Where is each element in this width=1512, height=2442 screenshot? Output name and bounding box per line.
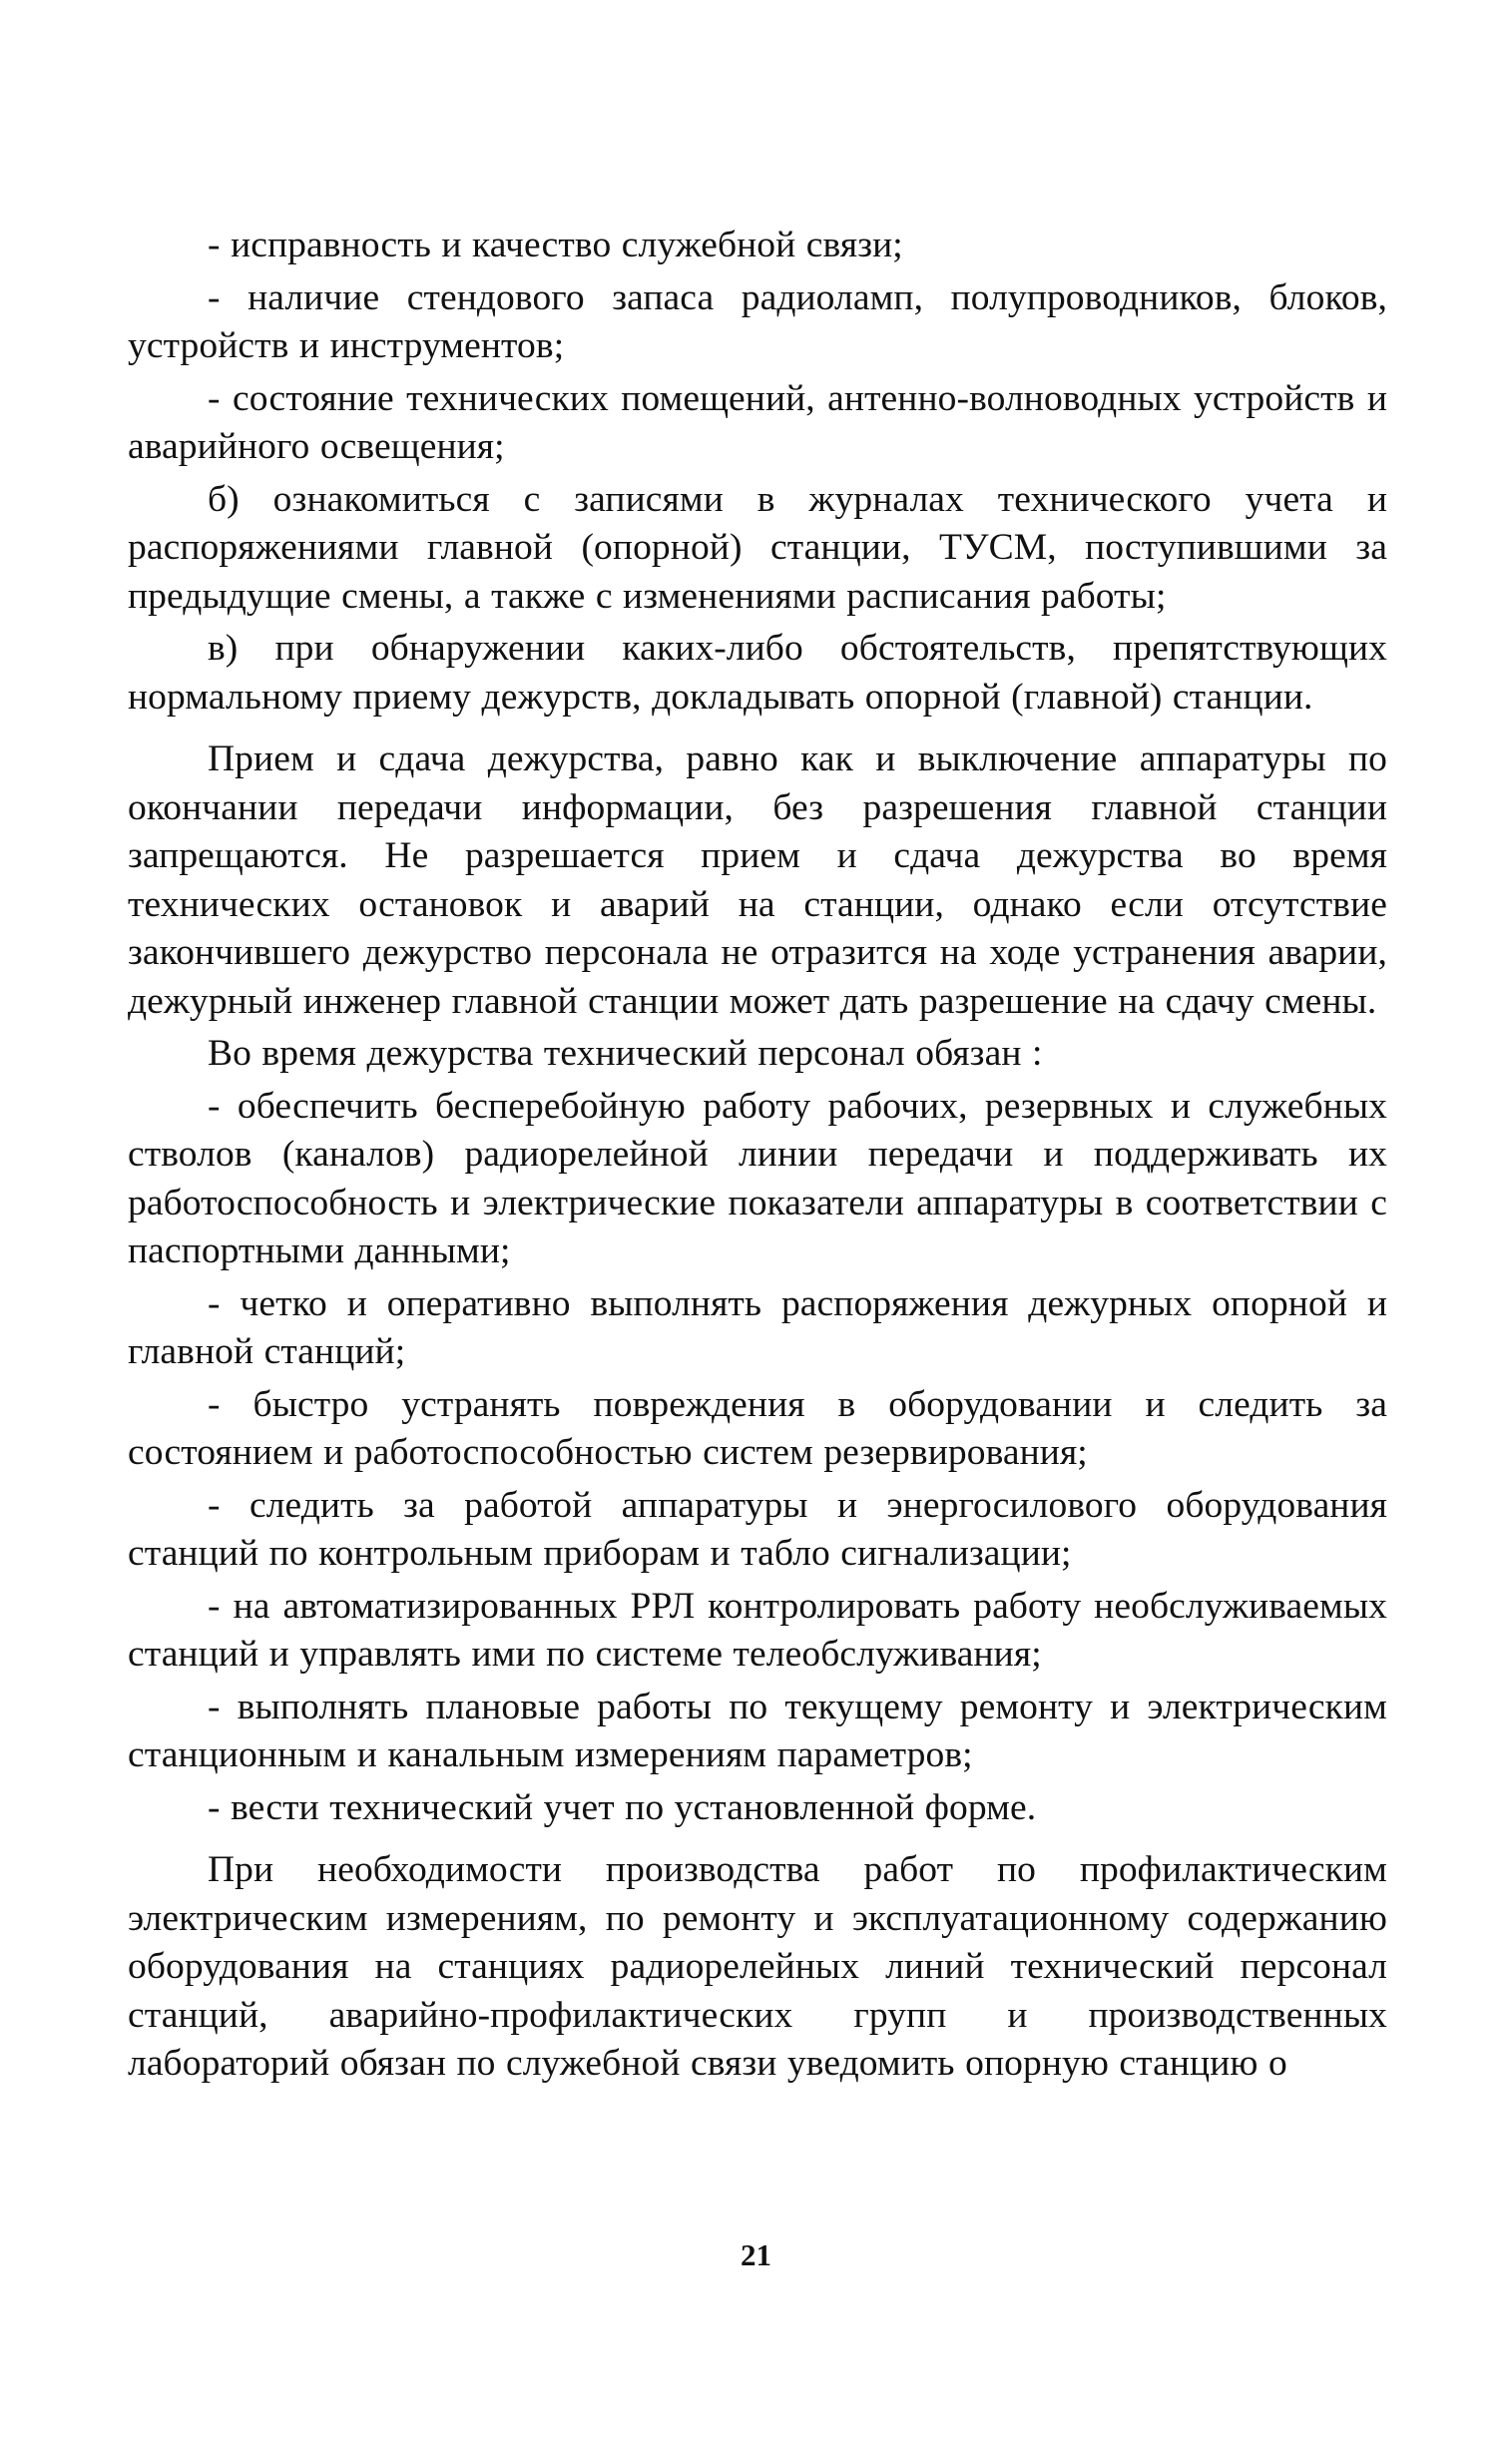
page-number: 21: [741, 2237, 771, 2272]
paragraph-premises-condition: - состояние технических помещений, антенно-волноводных устройств и аварийного освещения;: [128, 377, 1387, 467]
paragraph-item-v: в) при обнаружении каких-либо обстоятельств, препятствующих нормальному приему дежурств, докладывать опорной (главной) станции.: [128, 628, 1387, 718]
paragraph-duty-uninterrupted-work: - обеспечить бесперебойную работу рабочих, резервных и служебных стволов (каналов) радиорелейной линии передачи и поддерживать их работоспособность и электрические показатели аппаратуры в соответствии с паспортными данными;: [128, 1085, 1387, 1271]
paragraph-duty-technical-records: - вести технический учет по установленной форме.: [208, 1786, 1037, 1828]
paragraph-duty-execute-orders: - четко и оперативно выполнять распоряжения дежурных опорной и главной станций;: [128, 1282, 1387, 1372]
paragraph-spare-stock: - наличие стендового запаса радиоламп, полупроводников, блоков, устройств и инструментов;: [128, 276, 1387, 366]
paragraph-duty-automated-rrl: - на автоматизированных РРЛ контролировать работу необслуживаемых станций и управлять ими по системе телеобслуживания;: [128, 1585, 1387, 1675]
paragraph-duties-intro: Во время дежурства технический персонал обязан :: [208, 1033, 1043, 1074]
paragraph-duty-fix-damage: - быстро устранять повреждения в оборудовании и следить за состоянием и работоспособностью систем резервирования;: [128, 1383, 1387, 1473]
body-text: [128, 222, 1387, 2093]
paragraph-duty-planned-works: - выполнять плановые работы по текущему ремонту и электрическим станционным и канальным измерениям параметров;: [128, 1686, 1387, 1775]
paragraph-duty-monitor-equipment: - следить за работой аппаратуры и энергосилового оборудования станций по контрольным приборам и табло сигнализации;: [128, 1484, 1387, 1574]
paragraph-maintenance-notice: При необходимости производства работ по профилактическим электрическим измерениям, по ремонту и эксплуатационному содержанию оборудования на станциях радиорелейных линий технический персонал станций, аварийно-профилактических групп и производственных лабораторий обязан по служебной связи уведомить опорную станцию о: [128, 1849, 1387, 2084]
paragraph-duty-handover: Прием и сдача дежурства, равно как и выключение аппаратуры по окончании передачи информации, без разрешения главной станции запрещаются. Не разрешается прием и сдача дежурства во время технических остановок и аварий на станции, однако если отсутствие закончившего дежурство персонала не отразится на ходе устранения аварии, дежурный инженер главной станции может дать разрешение на сдачу смены.: [128, 738, 1387, 1022]
paragraph-item-b: б) ознакомиться с записями в журналах технического учета и распоряжениями главной (опорной) станции, ТУСМ, поступившими за предыдущие смены, а также с изменениями расписания работы;: [128, 478, 1387, 617]
paragraph-service-communication: - исправность и качество служебной связи;: [208, 225, 903, 265]
